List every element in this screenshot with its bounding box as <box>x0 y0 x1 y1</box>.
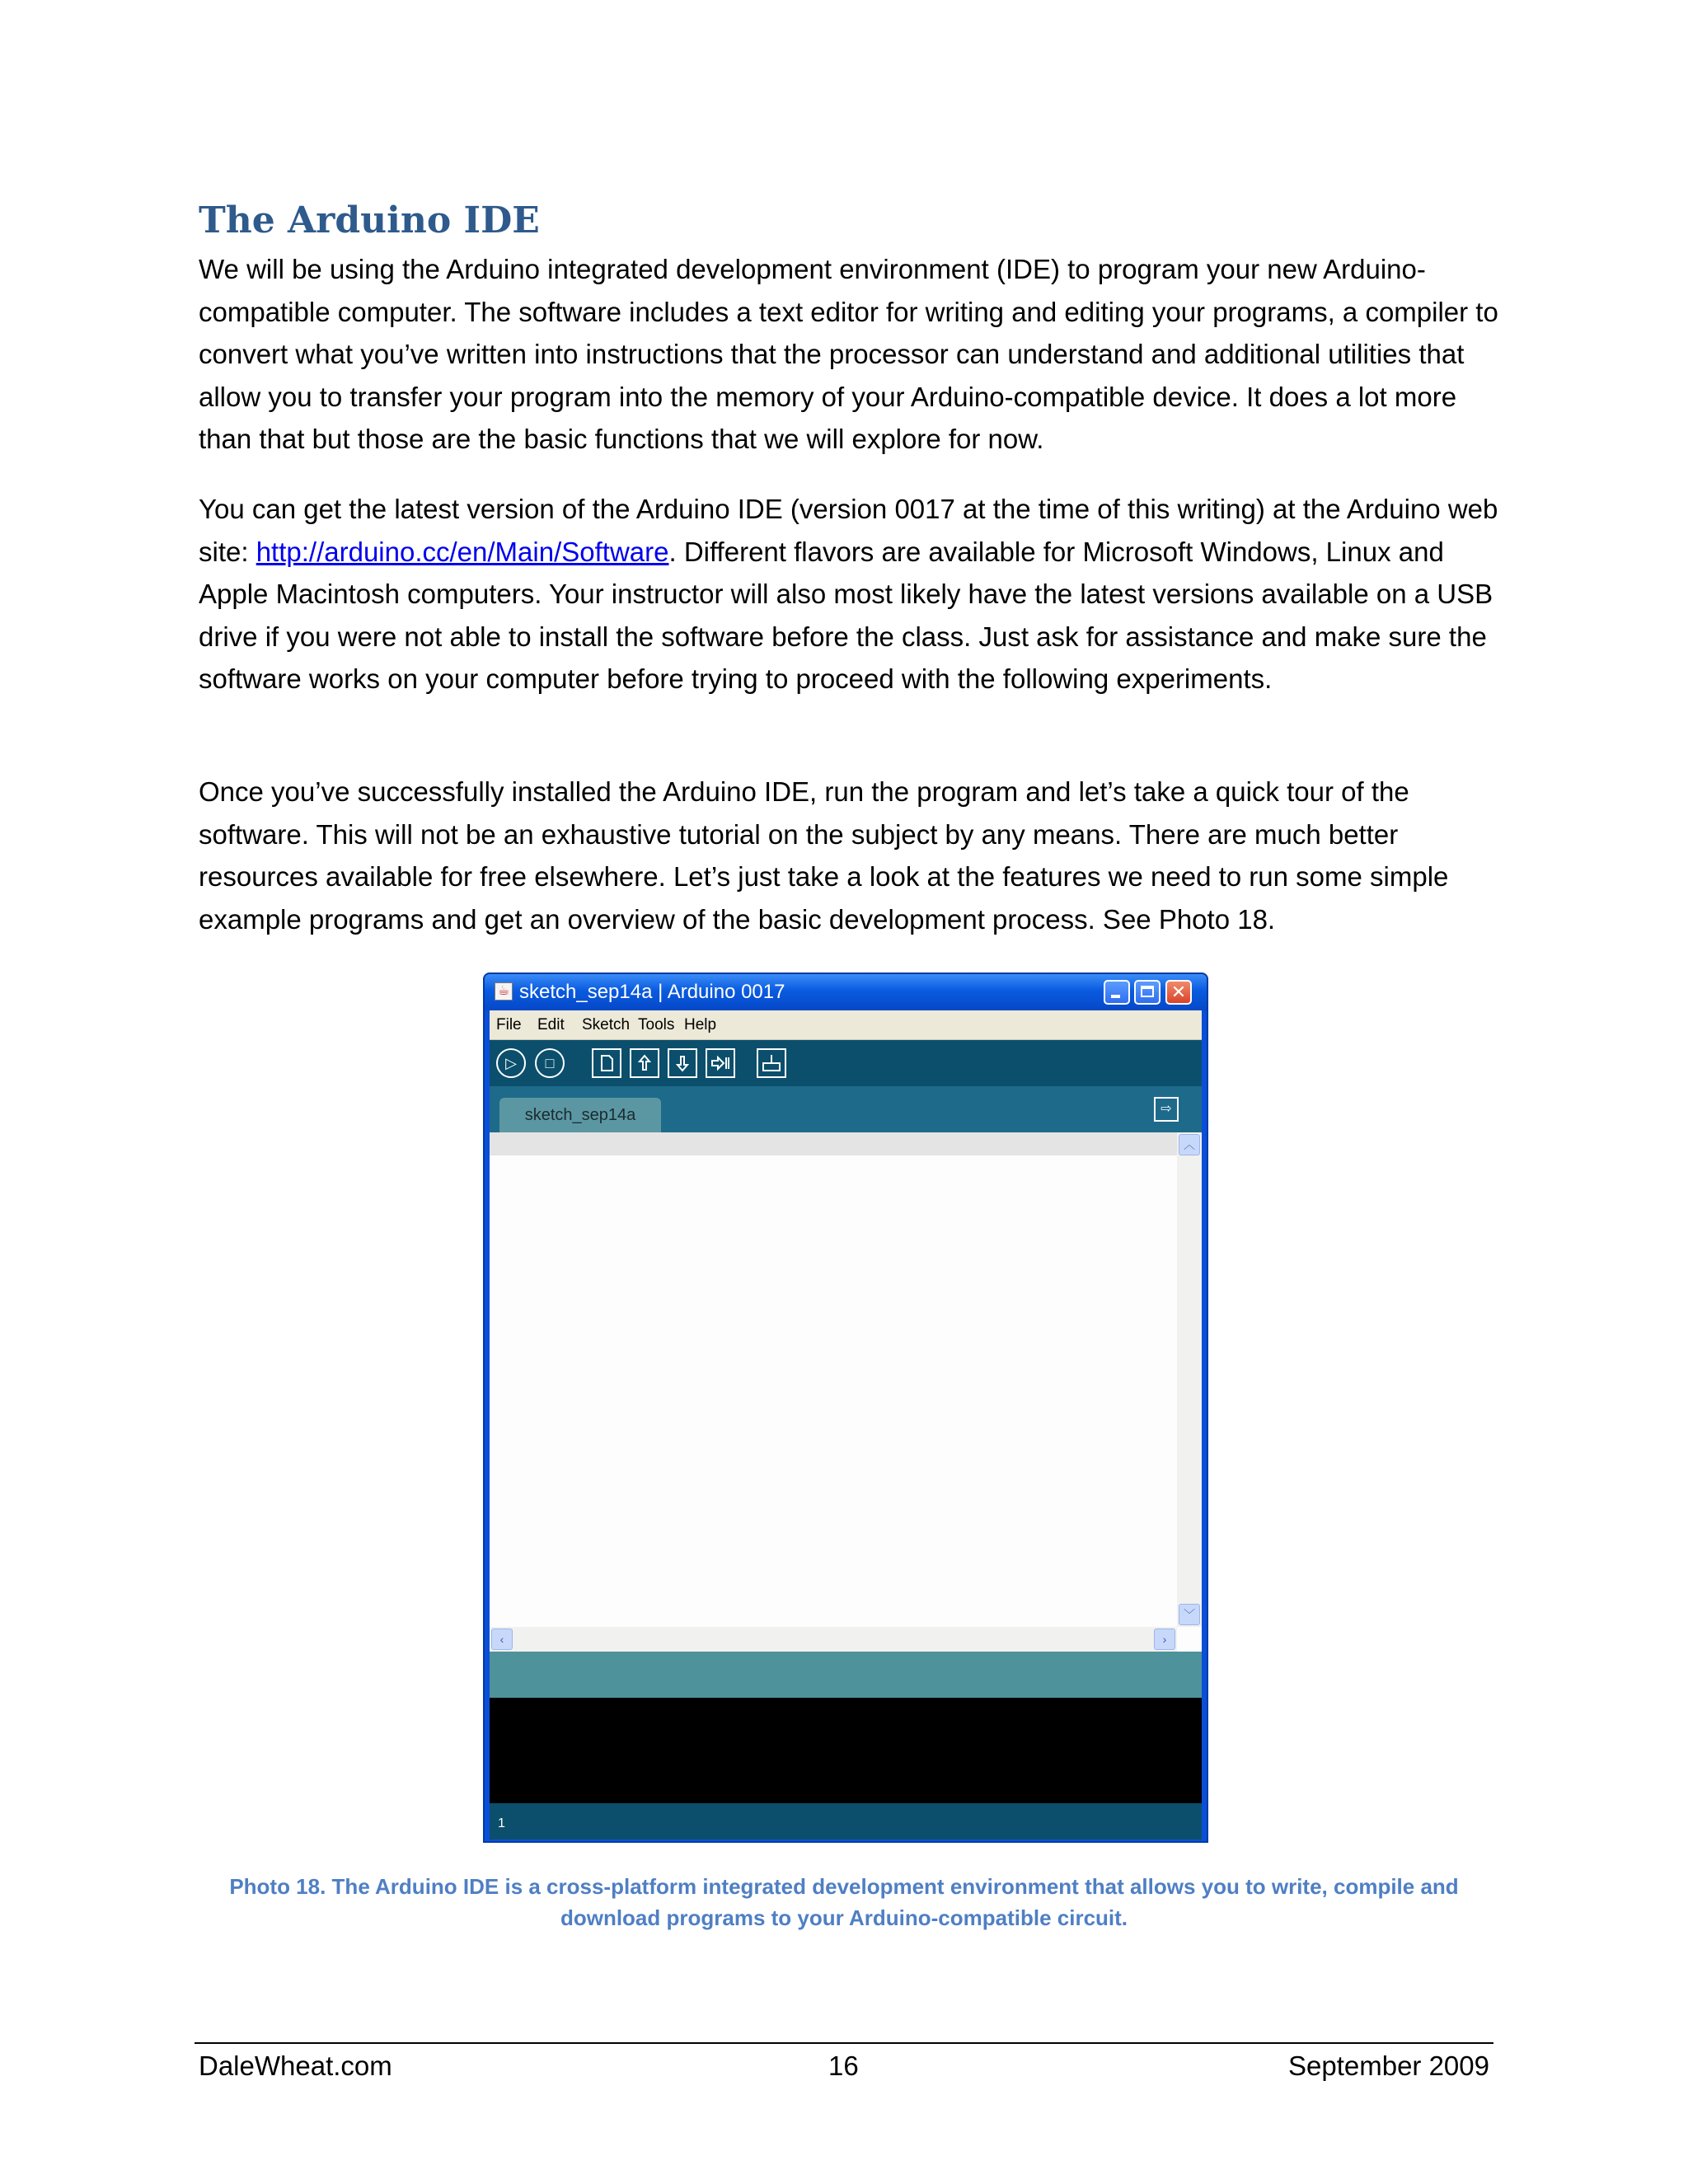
upload-icon <box>707 1050 734 1076</box>
toolbar <box>490 1040 1202 1086</box>
message-area <box>490 1652 1202 1698</box>
menu-help[interactable]: Help <box>684 1016 717 1033</box>
maximize-icon <box>1141 986 1154 997</box>
save-button[interactable] <box>668 1048 697 1078</box>
stop-button[interactable] <box>535 1048 565 1078</box>
save-icon <box>669 1050 696 1076</box>
menu-sketch[interactable]: Sketch <box>582 1016 631 1033</box>
status-bar <box>490 1803 1202 1840</box>
minimize-icon <box>1111 995 1120 998</box>
scroll-left-button[interactable] <box>491 1629 513 1650</box>
window-title: sketch_sep14a | Arduino 0017 <box>519 981 785 1003</box>
paragraph-tour: Once you’ve successfully installed the Arduino IDE, run the program and let’s take a quick tour of the software. This will not be an exhaustive tutorial on the subject by any means. There are much better resources available for free elsewhere. Let’s just take a look at the features we need to run some simple example programs and get an overview of the basic development process. See Photo 18. <box>199 776 1449 935</box>
photo-caption: Photo 18. The Arduino IDE is a cross-platform integrated development environment that allows you to write, compile and download programs to your Arduino-compatible circuit. <box>229 1874 1459 1930</box>
footer-site: DaleWheat.com <box>199 2050 392 2081</box>
open-button[interactable] <box>630 1048 659 1078</box>
menu-edit[interactable]: Edit <box>537 1016 565 1033</box>
scroll-right-button[interactable] <box>1154 1629 1175 1650</box>
paragraph-download-text-2: . Different flavors are available for Microsoft Windows, Linux and Apple Macintosh computers. Your instructor will also most likely have the latest versions available on a USB drive if you were not able to install the software before the class. Just ask for assistance and make sure the software works on your computer before trying to proceed with the following experiments. <box>199 536 1493 695</box>
paragraph-download <box>199 488 1501 701</box>
close-button[interactable] <box>1165 980 1192 1005</box>
tab-sketch[interactable]: sketch_sep14a <box>499 1098 661 1132</box>
page-number: 16 <box>828 2050 859 2081</box>
verify-button[interactable] <box>496 1048 526 1078</box>
chevron-up-icon: ︿ <box>1184 1138 1195 1151</box>
scroll-up-button[interactable] <box>1179 1134 1200 1155</box>
menu-file[interactable]: File <box>496 1016 522 1033</box>
software-download-link[interactable]: http://arduino.cc/en/Main/Software <box>256 536 669 567</box>
editor-top-strip <box>490 1132 1177 1155</box>
new-icon <box>593 1050 620 1076</box>
verify-icon: ▷ <box>505 1055 517 1071</box>
scroll-down-button[interactable] <box>1179 1604 1200 1625</box>
paragraph-download-text-1: You can get the latest version of the Arduino IDE (version 0017 at the time of this writing) at the Arduino web site: <box>199 494 1498 567</box>
footer-date: September 2009 <box>1287 2050 1489 2081</box>
minimize-button[interactable] <box>1104 980 1130 1005</box>
arrow-right-icon: ⇨ <box>1160 1102 1172 1116</box>
line-number: 1 <box>498 1816 505 1830</box>
upload-button[interactable] <box>706 1048 735 1078</box>
footer-divider <box>195 2042 1493 2044</box>
new-button[interactable] <box>592 1048 621 1078</box>
arduino-ide-window <box>483 972 1208 1843</box>
maximize-button[interactable] <box>1134 980 1160 1005</box>
tab-bar <box>490 1086 1202 1132</box>
stop-icon: □ <box>545 1055 555 1071</box>
code-editor[interactable] <box>490 1132 1202 1652</box>
paragraph-intro: We will be using the Arduino integrated development environment (IDE) to program your new Arduino-compatible computer. The software includes a text editor for writing and editing your programs, a compiler to convert what you’ve written into instructions that the processor can understand and additional utilities that allow you to transfer your program into the memory of your Arduino-compatible device. It does a lot more than that but those are the basic functions that we will explore for now. <box>199 254 1498 455</box>
console-area <box>490 1698 1202 1803</box>
tab-menu-button[interactable] <box>1154 1097 1179 1122</box>
chevron-left-icon: ‹ <box>499 1633 504 1646</box>
chevron-down-icon: ﹀ <box>1184 1608 1195 1621</box>
menu-tools[interactable]: Tools <box>638 1016 675 1033</box>
window-titlebar[interactable] <box>485 974 1207 1010</box>
horizontal-scrollbar[interactable] <box>490 1627 1177 1652</box>
menu-bar <box>490 1010 1202 1040</box>
serial-monitor-button[interactable] <box>757 1048 786 1078</box>
open-icon <box>631 1050 658 1076</box>
vertical-scrollbar[interactable] <box>1177 1132 1202 1627</box>
section-heading: The Arduino IDE <box>199 199 540 241</box>
close-icon: ✕ <box>1170 982 1187 1002</box>
chevron-right-icon: › <box>1162 1633 1167 1646</box>
java-app-icon: ☕ <box>495 982 513 1001</box>
serial-monitor-icon <box>758 1050 785 1076</box>
